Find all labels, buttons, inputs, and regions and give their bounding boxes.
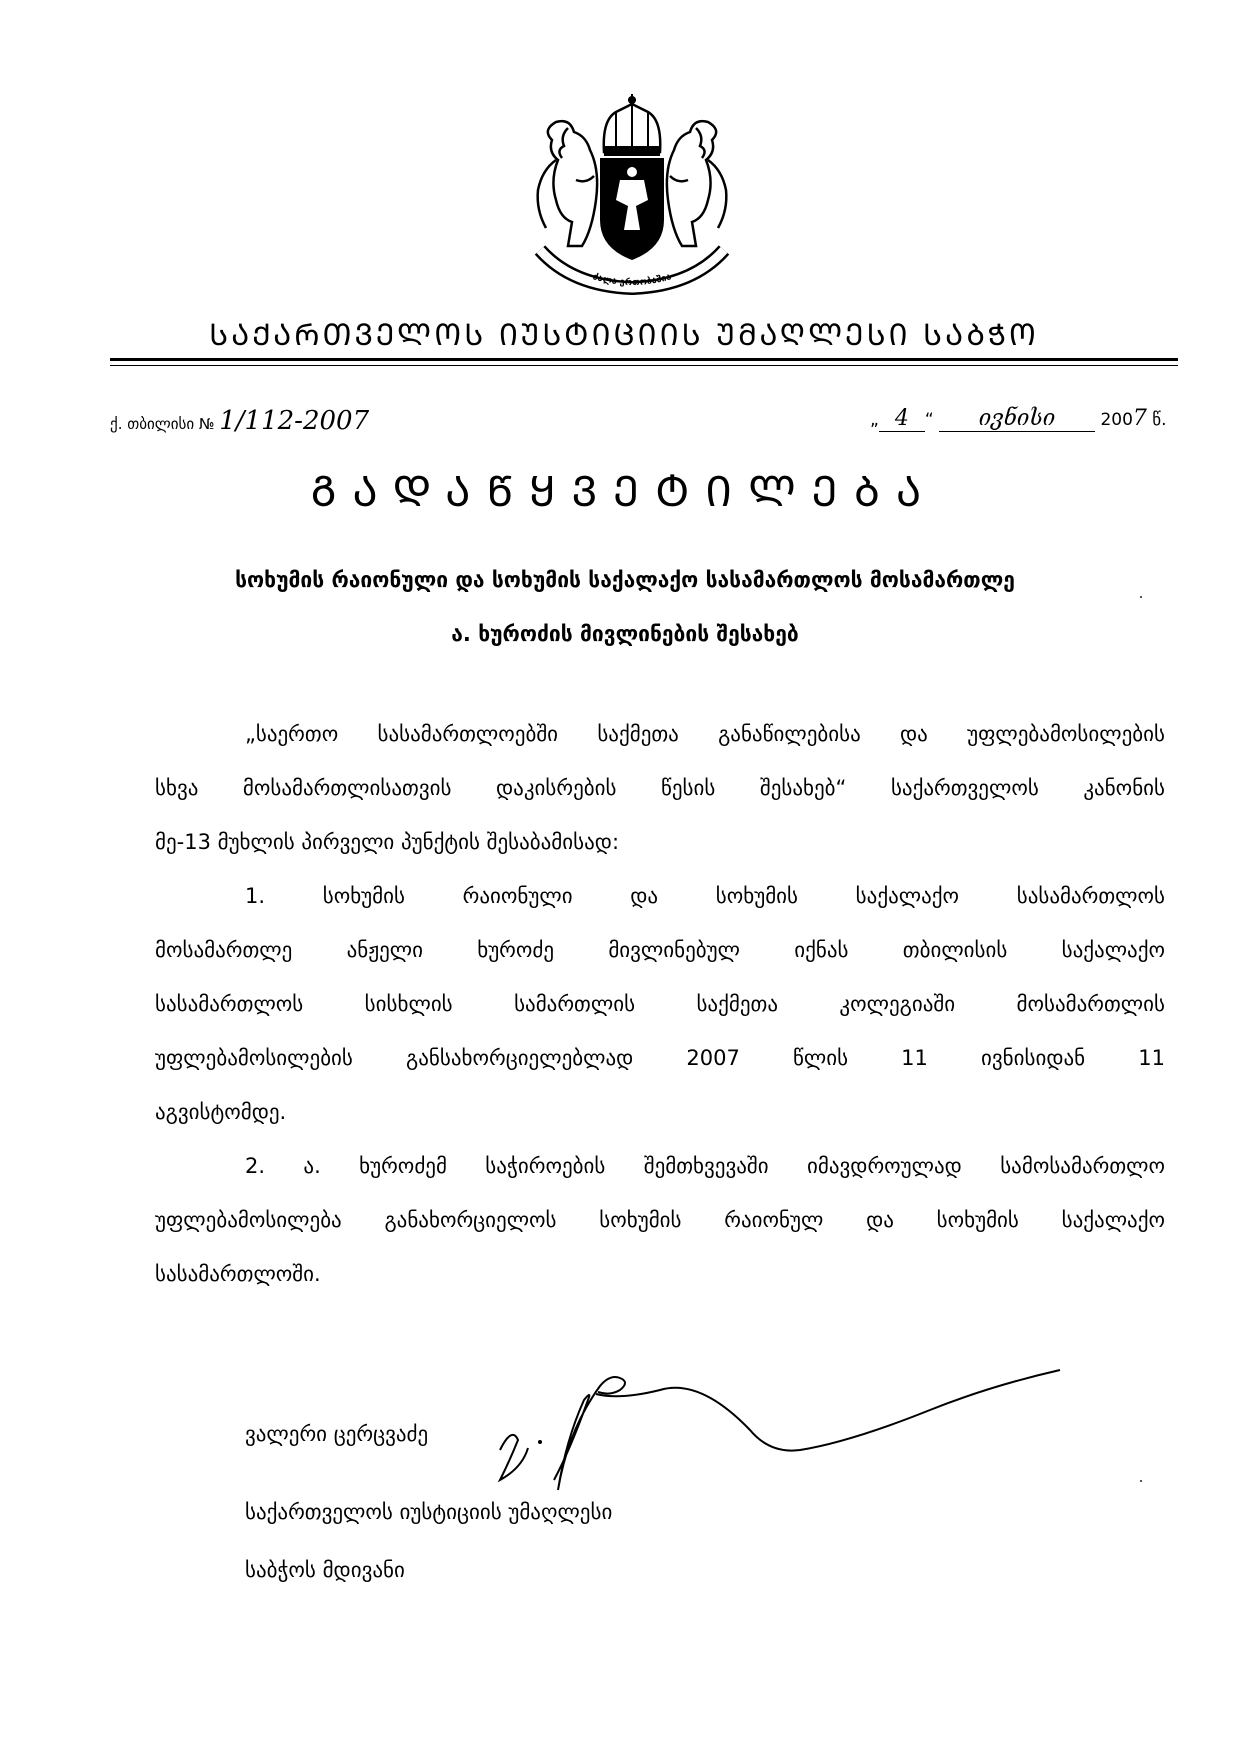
body-line-6: სასამართლოს სისხლის სამართლის საქმეთა კოლეგიაში მოსამართლის	[155, 992, 1165, 1016]
council-name-heading: ᲡᲐᲥᲐᲠᲗᲕᲔᲚᲝᲡ ᲘᲣᲡᲢᲘᲪᲘᲘᲡ ᲣᲛᲐᲦᲚᲔᲡᲘ ᲡᲐᲑᲭᲝ	[209, 318, 1039, 353]
date-month: ივნისი	[939, 406, 1095, 432]
body-line-11: სასამართლოში.	[155, 1262, 321, 1286]
body-line-10: უფლებამოსილება განახორციელოს სოხუმის რაიონულ და სოხუმის საქალაქო	[155, 1208, 1165, 1232]
emblem-motto: ძალა ერთობაშია	[591, 272, 673, 289]
header-rule-thin	[110, 365, 1178, 366]
decision-number: 1/112-2007	[219, 406, 370, 436]
body-line-4: 1. სოხუმის რაიონული და სოხუმის საქალაქო სასამართლოს	[245, 884, 1165, 908]
body-line-8: აგვისტომდე.	[155, 1100, 287, 1124]
body-line-3: მე-13 მუხლის პირველი პუნქტის შესაბამისად:	[155, 830, 620, 854]
date-year-unit: წ.	[1152, 410, 1167, 430]
date-year-suffix: 7	[1132, 406, 1147, 431]
left-lion-icon	[538, 121, 597, 246]
city-label: ქ. თბილისი №	[110, 415, 215, 433]
handwritten-signature	[470, 1330, 1070, 1520]
date-year-prefix: 200	[1100, 410, 1133, 430]
body-line-1: „საერთო სასამართლოებში საქმეთა განაწილებისა და უფლებამოსილების	[245, 722, 1165, 746]
body-line-2: სხვა მოსამართლისათვის დაკისრების წესის შესახებ“ საქართველოს კანონის	[155, 776, 1165, 800]
right-lion-icon	[667, 121, 726, 246]
scan-speck	[1140, 596, 1142, 598]
signatory-name: ვალერი ცერცვაძე	[245, 1422, 429, 1446]
subject-line-1: სოხუმის რაიონული და სოხუმის საქალაქო სასამართლოს მოსამართლე	[235, 568, 1015, 592]
document-title: ᲒᲐᲓᲐᲬᲧᲕᲔᲢᲘᲚᲔᲑᲐ	[310, 467, 938, 516]
signatory-position-line-1: საქართველოს იუსტიციის უმაღლესი	[245, 1500, 613, 1524]
body-line-9: 2. ა. ხუროძემ საჭიროების შემთხვევაში იმავდროულად სამოსამართლო	[245, 1154, 1165, 1178]
body-line-5: მოსამართლე ანჟელი ხუროძე მივლინებულ იქნას თბილისის საქალაქო	[155, 938, 1165, 962]
header-rule-thick	[110, 358, 1178, 361]
date-line: „ 4 “ ივნისი 2007 წ.	[870, 406, 1167, 431]
shield-icon	[600, 158, 664, 260]
body-line-7: უფლებამოსილების განსახორციელებლად 2007 წლის 11 ივნისიდან 11	[155, 1046, 1165, 1070]
subject-line-2: ა. ხუროძის მივლინების შესახებ	[451, 622, 799, 646]
signatory-position-line-2: საბჭოს მდივანი	[245, 1558, 405, 1582]
reference-number-line	[110, 406, 369, 436]
date-day: 4	[879, 406, 925, 432]
scan-speck	[1140, 1480, 1142, 1482]
crown-icon	[604, 94, 661, 156]
coat-of-arms-emblem	[512, 90, 752, 300]
